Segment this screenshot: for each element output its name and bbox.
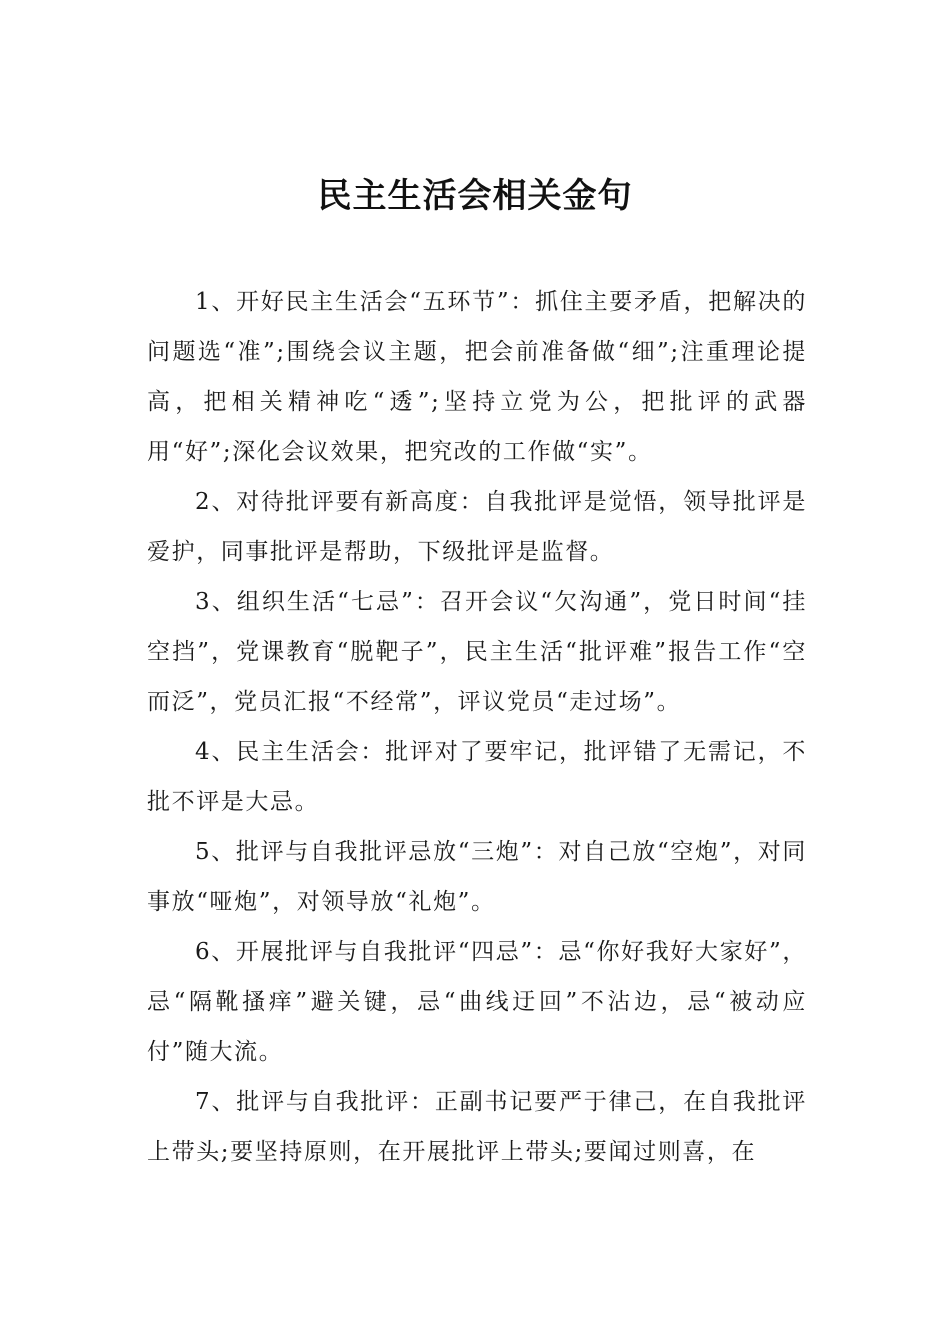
paragraph-5: 5、批评与自我批评忌放“三炮”：对自己放“空炮”，对同事放“哑炮”，对领导放“礼炮”。 bbox=[147, 839, 807, 915]
paragraph-7: 7、批评与自我批评：正副书记要严于律己，在自我批评上带头;要坚持原则，在开展批评上带头;要闻过则喜，在 bbox=[147, 1089, 807, 1165]
document-title: 民主生活会相关金句 bbox=[317, 176, 633, 216]
paragraph-4: 4、民主生活会：批评对了要牢记，批评错了无需记，不批不评是大忌。 bbox=[147, 739, 807, 815]
document-body bbox=[147, 277, 807, 1177]
paragraph-3: 3、组织生活“七忌”：召开会议“欠沟通”，党日时间“挂空挡”，党课教育“脱靶子”，民主生活“批评难”报告工作“空而泛”，党员汇报“不经常”，评议党员“走过场”。 bbox=[147, 589, 807, 715]
paragraph-1: 1、开好民主生活会“五环节”：抓住主要矛盾，把解决的问题选“准”;围绕会议主题，把会前准备做“细”;注重理论提高，把相关精神吃“透”;坚持立党为公，把批评的武器用“好”;深化会议效果，把究改的工作做“实”。 bbox=[147, 289, 807, 465]
paragraph-2: 2、对待批评要有新高度：自我批评是觉悟，领导批评是爱护，同事批评是帮助，下级批评是监督。 bbox=[147, 489, 807, 565]
paragraph-6: 6、开展批评与自我批评“四忌”：忌“你好我好大家好”，忌“隔靴搔痒”避关键，忌“曲线迂回”不沾边，忌“被动应付”随大流。 bbox=[147, 939, 807, 1065]
